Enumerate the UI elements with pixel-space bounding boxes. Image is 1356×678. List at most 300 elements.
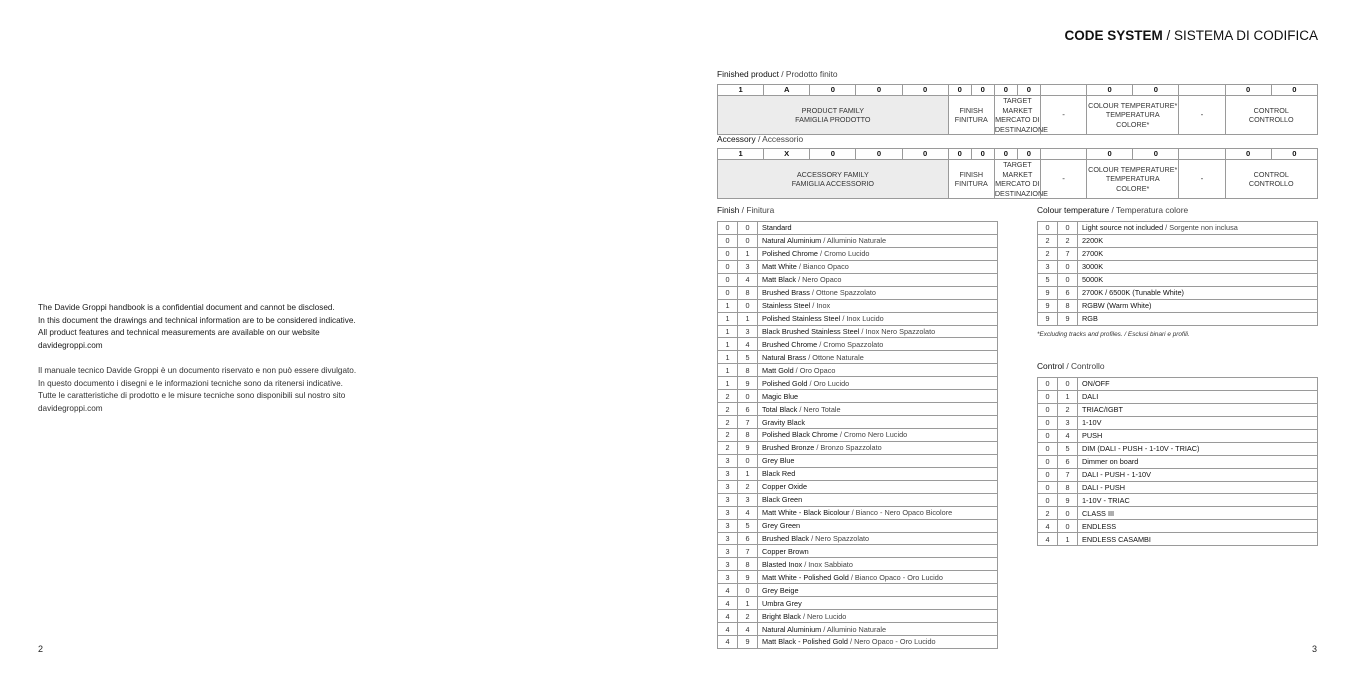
- code-digit: 0: [810, 149, 856, 160]
- code-digit: 9: [738, 377, 758, 390]
- disclaimer-line: In this document the drawings and technical information are to be considered indicative.: [38, 315, 356, 325]
- code-digit: 4: [1038, 533, 1058, 546]
- row-label: [758, 597, 998, 610]
- code-digit: 5: [738, 351, 758, 364]
- finish-it: FINITURA: [954, 179, 988, 188]
- row-label: [758, 441, 998, 454]
- family-it: FAMIGLIA PRODOTTO: [795, 115, 871, 124]
- table-row: [718, 390, 998, 403]
- code-digit: 3: [738, 260, 758, 273]
- code-digit: 8: [1058, 299, 1078, 312]
- table-row: [718, 247, 998, 260]
- label-en: 2700K / 6500K (Tunable White): [1082, 288, 1184, 298]
- code-separator: [1040, 85, 1086, 96]
- label-en: Matt White - Polished Gold: [762, 572, 849, 582]
- family-en: ACCESSORY FAMILY: [796, 169, 869, 179]
- code-digit: 0: [994, 149, 1017, 160]
- code-digit: 8: [738, 558, 758, 571]
- label-it: / Accessorio: [755, 134, 804, 144]
- label-en: Matt White: [762, 262, 797, 272]
- code-digit: 9: [1038, 312, 1058, 325]
- label-en: RGB: [1082, 314, 1098, 324]
- disclaimer-line: Il manuale tecnico Davide Groppi è un documento riservato e non può essere divulgato.: [38, 366, 357, 375]
- code-digit: 4: [738, 506, 758, 519]
- code-separator: [1179, 149, 1225, 160]
- code-digit: 0: [902, 85, 948, 96]
- code-digit: 3: [718, 454, 738, 467]
- disclaimer-line: The Davide Groppi handbook is a confidential document and cannot be disclosed.: [38, 303, 335, 312]
- row-label: [758, 545, 998, 558]
- code-digit: 0: [1058, 378, 1078, 391]
- row-label: [1078, 273, 1318, 286]
- label-en: Grey Green: [762, 521, 801, 531]
- label-en: Brushed Black: [762, 533, 810, 543]
- code-digit: 0: [1038, 442, 1058, 455]
- label-it: / Oro Opaco: [793, 365, 836, 375]
- table-row: [718, 429, 998, 442]
- table-row: [718, 597, 998, 610]
- row-label: [758, 338, 998, 351]
- code-digit: 1: [738, 467, 758, 480]
- code-digit: 3: [718, 519, 738, 532]
- code-digit: 6: [1058, 286, 1078, 299]
- row-label: [758, 429, 998, 442]
- table-row: [1038, 312, 1318, 325]
- row-label: [758, 299, 998, 312]
- code-digit: 3: [1038, 260, 1058, 273]
- code-digit: 9: [1038, 286, 1058, 299]
- row-label: [1078, 403, 1318, 416]
- row-label: [758, 247, 998, 260]
- label-en: Brushed Brass: [762, 288, 810, 298]
- code-digit: 0: [1058, 507, 1078, 520]
- row-label: [758, 467, 998, 480]
- label-en: ENDLESS CASAMBI: [1082, 534, 1151, 544]
- code-digits-row: [718, 85, 1318, 96]
- finish-table: [717, 221, 998, 649]
- label-en: Natural Aluminium: [762, 236, 822, 246]
- code-digit: 8: [738, 286, 758, 299]
- row-label: [758, 273, 998, 286]
- table-row: [718, 454, 998, 467]
- label-it: / Ottone Naturale: [806, 352, 864, 362]
- label-it: / Alluminio Naturale: [821, 236, 887, 246]
- row-label: [1078, 222, 1318, 235]
- code-digit: 7: [1058, 468, 1078, 481]
- code-digit: 5: [1058, 442, 1078, 455]
- row-label: [758, 571, 998, 584]
- disclaimer-italian: [38, 365, 418, 416]
- table-row: [718, 312, 998, 325]
- label-it: / Oro Lucido: [807, 378, 850, 388]
- label-en: Blasted Inox: [762, 559, 803, 569]
- table-row: [718, 299, 998, 312]
- row-label: [758, 416, 998, 429]
- row-label: [758, 286, 998, 299]
- table-row: [1038, 507, 1318, 520]
- code-digit: 2: [738, 480, 758, 493]
- label-en: 5000K: [1082, 275, 1104, 285]
- label-it: / Controllo: [1064, 361, 1105, 371]
- label-it: / Inox Nero Spazzolato: [859, 326, 936, 336]
- row-label: [1078, 442, 1318, 455]
- table-row: [718, 273, 998, 286]
- label-en: Polished Stainless Steel: [762, 314, 841, 324]
- label-en: Polished Chrome: [762, 249, 818, 259]
- row-label: [758, 325, 998, 338]
- code-digit: 0: [738, 454, 758, 467]
- footnote-it: / Esclusi binari e profili.: [1122, 331, 1190, 338]
- code-digit: 4: [1058, 429, 1078, 442]
- label-en: 2700K: [1082, 249, 1104, 259]
- code-digit: 0: [971, 149, 994, 160]
- market-it: MERCATO DI: [995, 179, 1040, 188]
- code-digit: 0: [738, 234, 758, 247]
- row-label: [758, 364, 998, 377]
- market-en: TARGET MARKET: [1002, 96, 1033, 115]
- table-row: [718, 351, 998, 364]
- label-en: Matt White - Black Bicolour: [762, 508, 850, 518]
- code-digit: 0: [1038, 403, 1058, 416]
- code-digit: 1: [718, 149, 764, 160]
- label-en: 1-10V - TRIAC: [1082, 495, 1130, 505]
- temp-it: TEMPERATURA: [1105, 174, 1160, 184]
- code-digit: 0: [718, 234, 738, 247]
- table-row: [718, 441, 998, 454]
- label-en: Total Black: [762, 404, 798, 414]
- code-digit: 0: [718, 260, 738, 273]
- row-label: [758, 390, 998, 403]
- table-row: [1038, 260, 1318, 273]
- row-label: [758, 312, 998, 325]
- table-row: [1038, 273, 1318, 286]
- table-row: [1038, 390, 1318, 403]
- code-digit: 0: [1038, 494, 1058, 507]
- code-digit: 0: [1038, 481, 1058, 494]
- code-digit: 1: [718, 325, 738, 338]
- code-digit: X: [764, 149, 810, 160]
- code-digit: 9: [1038, 299, 1058, 312]
- row-label: [1078, 234, 1318, 247]
- table-row: [718, 558, 998, 571]
- code-digit: 0: [1087, 85, 1133, 96]
- table-row: [1038, 416, 1318, 429]
- table-row: [1038, 520, 1318, 533]
- code-digit: 2: [1038, 247, 1058, 260]
- code-digit: 0: [948, 85, 971, 96]
- code-digit: 3: [718, 493, 738, 506]
- row-label: [758, 623, 998, 636]
- label-en: Light source not included: [1082, 223, 1164, 233]
- table-row: [718, 571, 998, 584]
- table-row: [718, 467, 998, 480]
- code-digit: 0: [1017, 149, 1040, 160]
- code-digit: 0: [1058, 273, 1078, 286]
- table-row: [718, 338, 998, 351]
- label-en: ON/OFF: [1082, 379, 1110, 389]
- label-en: Copper Brown: [762, 546, 809, 556]
- code-digit: 0: [1058, 222, 1078, 235]
- row-label: [1078, 390, 1318, 403]
- target-market-cell: [994, 96, 1048, 135]
- code-digit: 2: [718, 403, 738, 416]
- code-labels-row: [718, 96, 1318, 135]
- label-en: Colour temperature: [1037, 205, 1110, 215]
- table-row: [718, 506, 998, 519]
- code-digits-row: [718, 149, 1318, 160]
- row-label: [758, 610, 998, 623]
- dash-cell: -: [1040, 96, 1086, 135]
- row-label: [1078, 494, 1318, 507]
- label-it: / Bianco Opaco - Oro Lucido: [848, 572, 943, 582]
- finish-label: [717, 205, 774, 215]
- code-digit: 2: [1058, 234, 1078, 247]
- code-digit: 5: [738, 519, 758, 532]
- label-en: Dimmer on board: [1082, 457, 1139, 467]
- product-family-cell: [718, 96, 949, 135]
- label-en: CLASS III: [1082, 508, 1115, 518]
- code-digit: 0: [971, 85, 994, 96]
- table-row: [718, 377, 998, 390]
- label-it: / Prodotto finito: [778, 69, 838, 79]
- label-it: / Temperatura colore: [1109, 205, 1189, 215]
- label-en: Natural Aluminium: [762, 624, 822, 634]
- code-digit: 0: [1225, 85, 1271, 96]
- disclaimer-line: All product features and technical measurements are available on our website: [38, 328, 320, 338]
- market-en: TARGET MARKET: [1002, 160, 1033, 179]
- label-en: Polished Black Chrome: [762, 430, 838, 440]
- code-digit: 3: [738, 325, 758, 338]
- code-digit: 0: [738, 390, 758, 403]
- code-digit: 6: [738, 532, 758, 545]
- code-digit: 9: [738, 441, 758, 454]
- target-market-cell: [994, 160, 1048, 199]
- label-it: / Nero Opaco - Oro Lucido: [847, 637, 936, 647]
- control-label: [1037, 361, 1105, 371]
- code-separator: [1179, 85, 1225, 96]
- row-label: [758, 222, 998, 235]
- code-digit: 3: [1058, 416, 1078, 429]
- code-digit: 2: [1058, 403, 1078, 416]
- code-digit: 1: [718, 299, 738, 312]
- table-row: [1038, 429, 1318, 442]
- row-label: [758, 532, 998, 545]
- code-digit: 2: [738, 610, 758, 623]
- temp-it: COLORE*: [1116, 183, 1150, 193]
- code-digit: 0: [1038, 468, 1058, 481]
- label-it: / Bianco Opaco: [796, 262, 849, 272]
- finish-cell: [948, 160, 994, 199]
- row-label: [1078, 429, 1318, 442]
- label-it: / Nero Spazzolato: [809, 533, 870, 543]
- code-digit: 3: [738, 493, 758, 506]
- label-en: Black Brushed Stainless Steel: [762, 326, 860, 336]
- label-en: Black Red: [762, 469, 796, 479]
- table-row: [1038, 403, 1318, 416]
- table-row: [718, 623, 998, 636]
- code-digit: 0: [1058, 260, 1078, 273]
- code-digit: 0: [1038, 429, 1058, 442]
- code-digit: 6: [1058, 455, 1078, 468]
- table-row: [718, 480, 998, 493]
- code-digit: 1: [718, 338, 738, 351]
- code-digit: 1: [718, 312, 738, 325]
- code-digit: 0: [810, 85, 856, 96]
- code-digit: 8: [738, 364, 758, 377]
- code-digit: A: [764, 85, 810, 96]
- label-en: Black Green: [762, 495, 803, 505]
- code-digit: 2: [1038, 234, 1058, 247]
- code-digit: 3: [718, 480, 738, 493]
- row-label: [758, 403, 998, 416]
- code-digit: 3: [718, 571, 738, 584]
- label-it: / Nero Opaco: [796, 275, 842, 285]
- row-label: [1078, 378, 1318, 391]
- table-row: [718, 234, 998, 247]
- code-digit: 4: [738, 623, 758, 636]
- label-en: Bright Black: [762, 611, 801, 621]
- family-it: FAMIGLIA ACCESSORIO: [791, 179, 874, 188]
- row-label: [758, 480, 998, 493]
- code-digit: 0: [738, 584, 758, 597]
- label-en: Polished Gold: [762, 378, 808, 388]
- table-row: [1038, 455, 1318, 468]
- label-it: / Cromo Spazzolato: [817, 339, 884, 349]
- code-digit: 1: [718, 364, 738, 377]
- table-row: [718, 286, 998, 299]
- label-en: Matt Gold: [762, 365, 794, 375]
- accessory-label: [717, 134, 803, 144]
- label-it: / Nero Lucido: [800, 611, 847, 621]
- code-digit: 1: [738, 247, 758, 260]
- code-digit: 2: [718, 390, 738, 403]
- control-cell: [1225, 96, 1317, 135]
- row-label: [1078, 260, 1318, 273]
- code-digit: 4: [738, 273, 758, 286]
- code-digit: 9: [1058, 312, 1078, 325]
- accessory-code-table: [717, 148, 1318, 199]
- finish-en: FINISH: [959, 105, 984, 115]
- row-label: [1078, 468, 1318, 481]
- code-digit: 0: [1017, 85, 1040, 96]
- label-en: DALI - PUSH - 1-10V: [1082, 470, 1151, 480]
- label-en: Stainless Steel: [762, 301, 811, 311]
- title-rest: / SISTEMA DI CODIFICA: [1162, 28, 1318, 43]
- temp-it: TEMPERATURA: [1105, 110, 1160, 120]
- code-digit: 0: [718, 247, 738, 260]
- label-en: Control: [1037, 361, 1064, 371]
- code-digit: 4: [1038, 520, 1058, 533]
- label-en: Finish: [717, 205, 740, 215]
- finish-cell: [948, 96, 994, 135]
- table-row: [1038, 533, 1318, 546]
- label-en: DIM (DALI - PUSH - 1-10V - TRIAC): [1082, 444, 1200, 454]
- table-row: [1038, 468, 1318, 481]
- code-digit: 4: [718, 636, 738, 649]
- code-digit: 9: [738, 636, 758, 649]
- code-digit: 9: [738, 571, 758, 584]
- code-digit: 0: [856, 85, 902, 96]
- row-label: [1078, 416, 1318, 429]
- title-bold: CODE SYSTEM: [1064, 28, 1163, 43]
- table-row: [718, 260, 998, 273]
- control-table: [1037, 377, 1318, 546]
- table-row: [1038, 299, 1318, 312]
- code-digit: 0: [738, 299, 758, 312]
- colour-temperature-cell: [1087, 96, 1179, 135]
- dash-cell: -: [1179, 160, 1225, 199]
- code-digit: 1: [738, 312, 758, 325]
- code-digit: 7: [1058, 247, 1078, 260]
- code-digit: 1: [718, 377, 738, 390]
- code-digit: 2: [718, 416, 738, 429]
- label-en: 3000K: [1082, 262, 1104, 272]
- code-digit: 0: [1038, 455, 1058, 468]
- code-digit: 1: [738, 597, 758, 610]
- table-row: [1038, 378, 1318, 391]
- label-en: Magic Blue: [762, 391, 799, 401]
- code-digit: 3: [718, 532, 738, 545]
- label-it: / Inox Sabbiato: [802, 559, 853, 569]
- market-it: DESTINAZIONE: [994, 124, 1048, 134]
- dash-cell: -: [1179, 96, 1225, 135]
- code-digit: 8: [738, 429, 758, 442]
- row-label: [1078, 520, 1318, 533]
- code-digit: 7: [738, 416, 758, 429]
- table-row: [718, 545, 998, 558]
- row-label: [758, 454, 998, 467]
- code-digit: 0: [738, 222, 758, 235]
- label-en: Finished product: [717, 69, 779, 79]
- code-digit: 2: [1038, 507, 1058, 520]
- row-label: [758, 636, 998, 649]
- row-label: [1078, 455, 1318, 468]
- row-label: [758, 260, 998, 273]
- control-en: CONTROL: [1253, 105, 1289, 115]
- row-label: [758, 377, 998, 390]
- label-en: TRIAC/IGBT: [1082, 405, 1123, 415]
- label-en: DALI: [1082, 392, 1099, 402]
- label-en: Matt Black: [762, 275, 797, 285]
- code-digit: 3: [718, 506, 738, 519]
- code-digit: 0: [856, 149, 902, 160]
- label-it: / Bianco - Nero Opaco Bicolore: [849, 508, 953, 518]
- table-row: [1038, 481, 1318, 494]
- dash-cell: -: [1040, 160, 1086, 199]
- finish-en: FINISH: [959, 169, 984, 179]
- code-digit: 0: [1133, 85, 1179, 96]
- code-digit: 0: [1225, 149, 1271, 160]
- label-en: 2200K: [1082, 236, 1104, 246]
- finish-it: FINITURA: [954, 115, 988, 124]
- label-en: Natural Brass: [762, 352, 807, 362]
- table-row: [718, 636, 998, 649]
- code-digit: 0: [994, 85, 1017, 96]
- row-label: [1078, 286, 1318, 299]
- label-en: Grey Blue: [762, 456, 795, 466]
- market-it: DESTINAZIONE: [994, 188, 1048, 198]
- table-row: [718, 584, 998, 597]
- code-digit: 0: [1271, 149, 1317, 160]
- market-it: MERCATO DI: [995, 115, 1040, 124]
- code-digit: 1: [718, 351, 738, 364]
- control-en: CONTROL: [1253, 169, 1289, 179]
- label-it: / Ottone Spazzolato: [809, 288, 876, 298]
- code-digit: 0: [1133, 149, 1179, 160]
- code-digit: 2: [718, 441, 738, 454]
- label-en: Grey Beige: [762, 585, 799, 595]
- table-row: [718, 519, 998, 532]
